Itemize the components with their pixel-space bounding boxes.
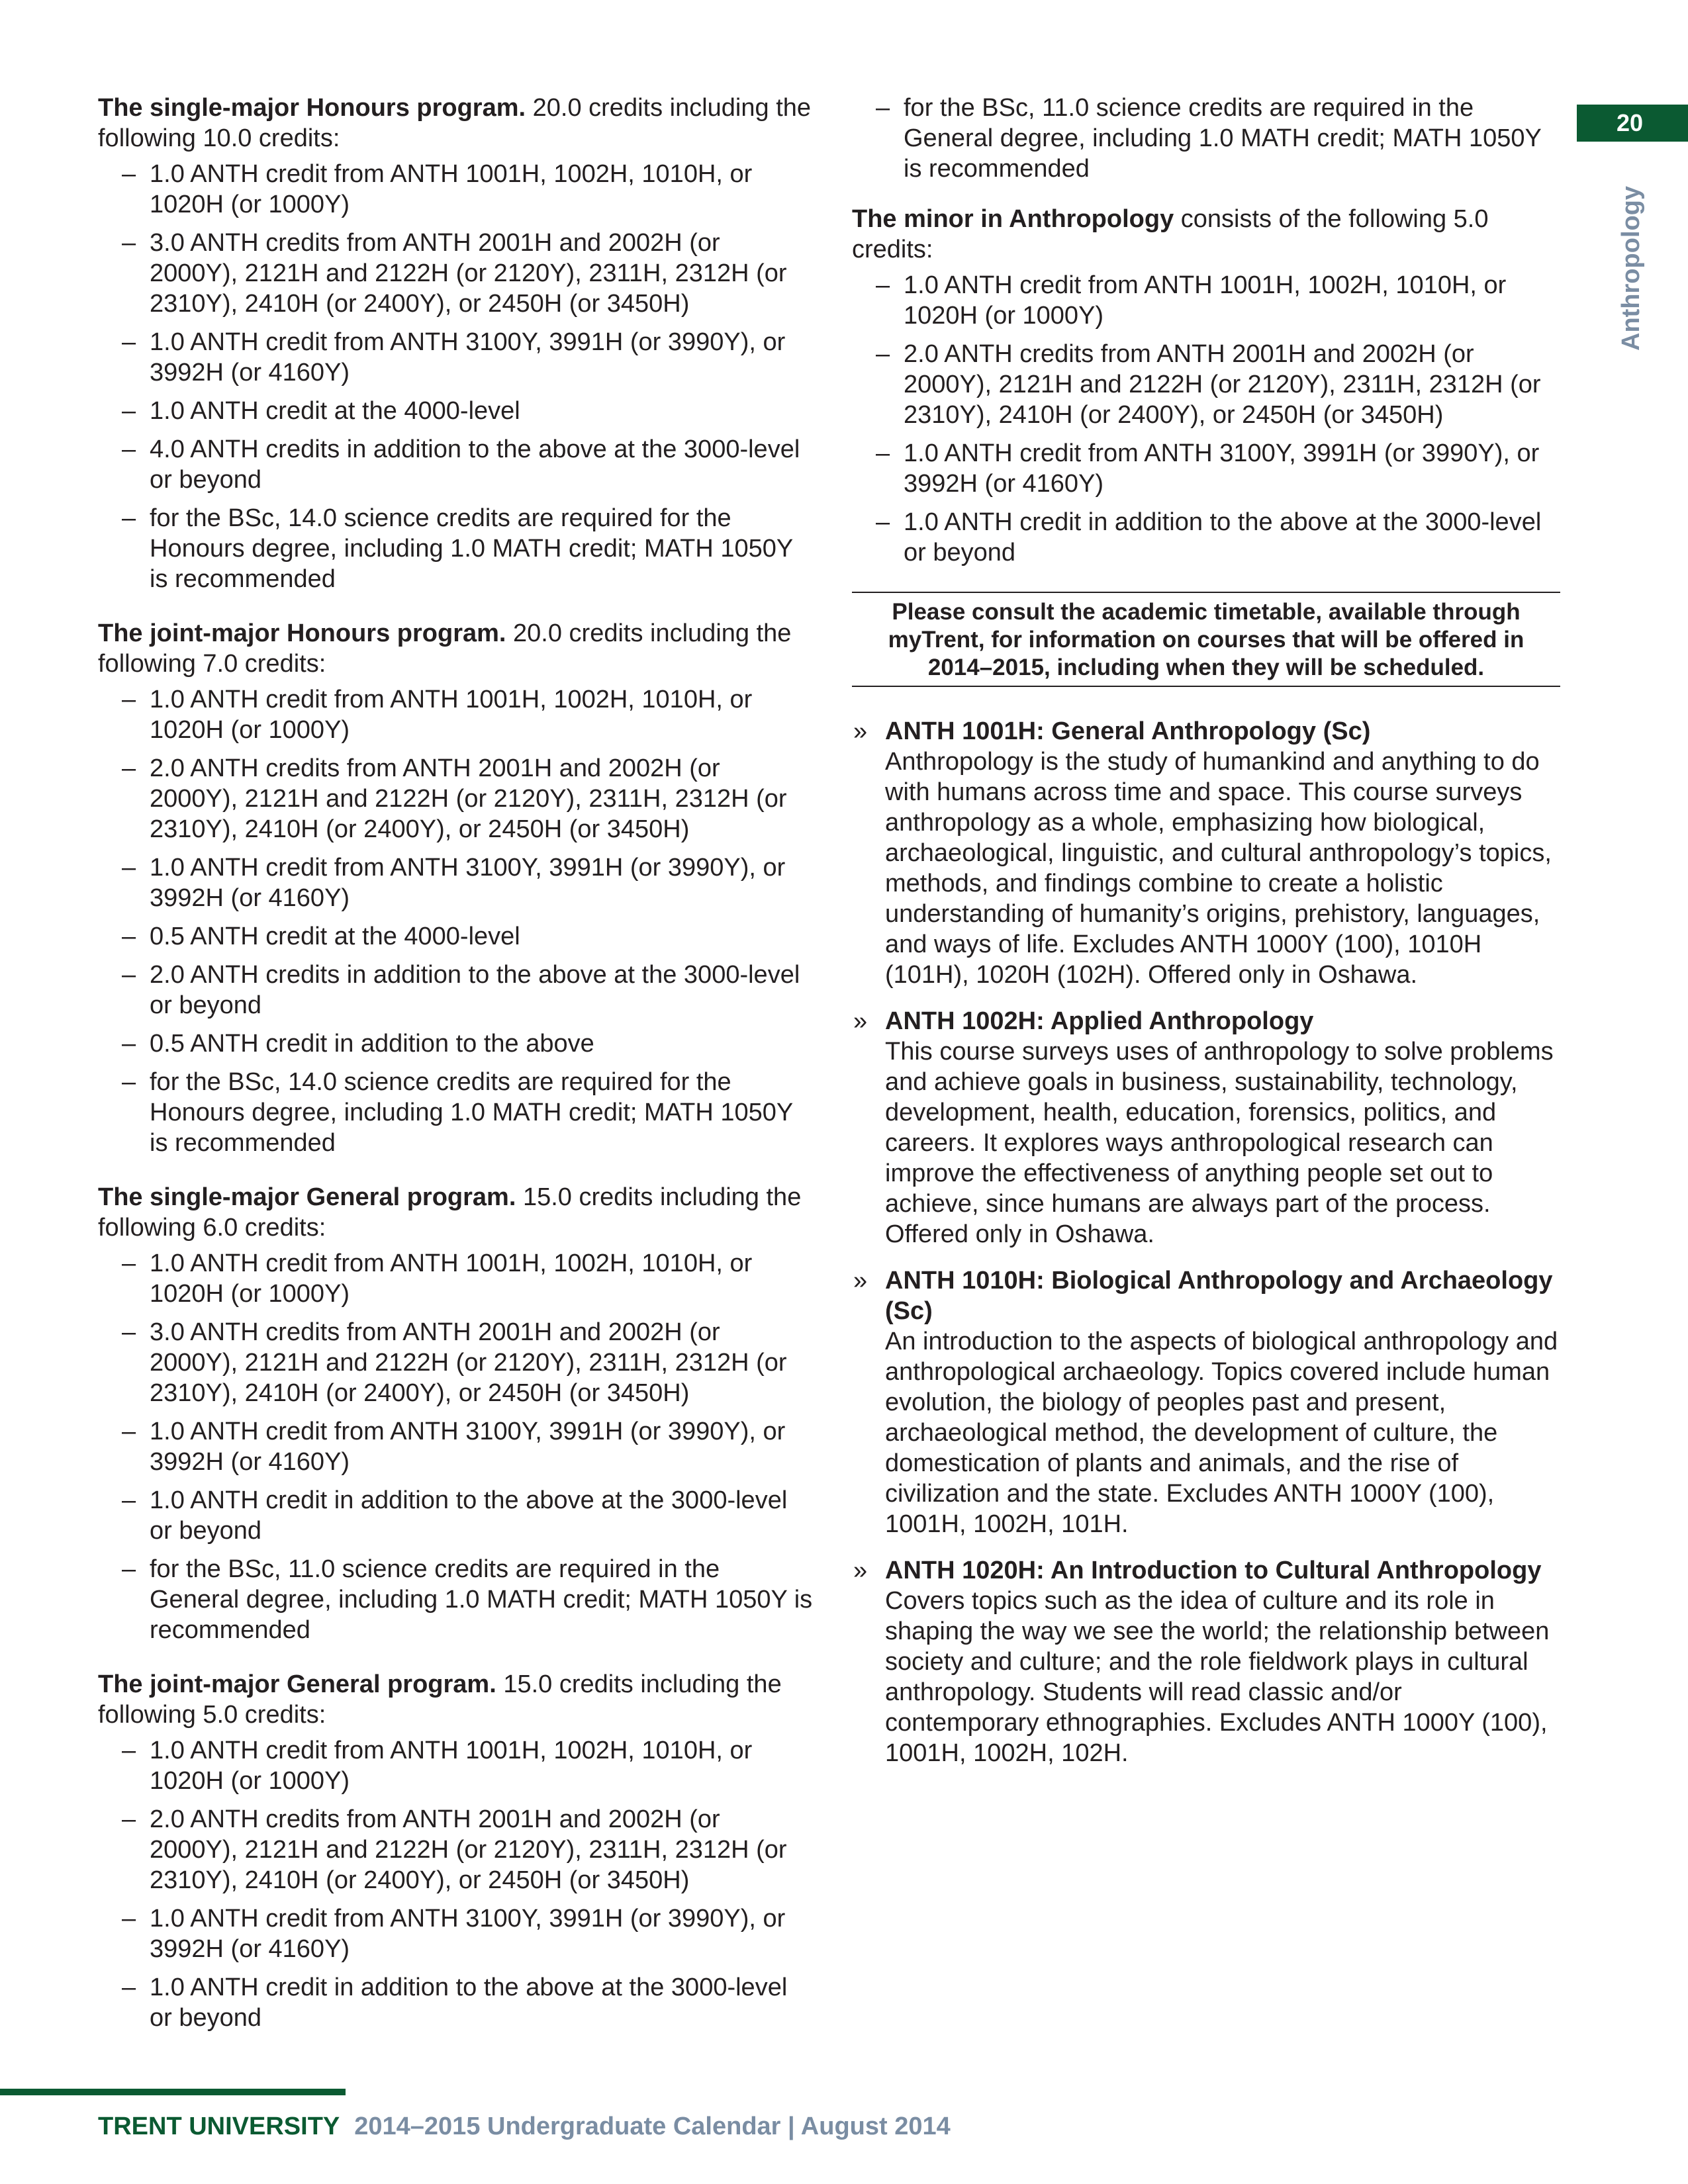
requirement-item: – 1.0 ANTH credit from ANTH 1001H, 1002H, 1010H, or 1020H (or 1000Y) xyxy=(852,270,1560,331)
course-title: ANTH 1020H: An Introduction to Cultural Anthropology xyxy=(885,1557,1542,1584)
course-entry xyxy=(852,1006,1560,1250)
requirement-item: – for the BSc, 11.0 science credits are required in the General degree, including 1.0 MATH credit; MATH 1050Y is recommended xyxy=(98,1554,813,1645)
requirement-item: – for the BSc, 14.0 science credits are required for the Honours degree, including 1.0 MATH credit; MATH 1050Y is recommended xyxy=(98,503,813,594)
program-intro: 20.0 credits including the following 7.0 credits: xyxy=(98,619,792,678)
requirement-item: – 1.0 ANTH credit from ANTH 1001H, 1002H, 1010H, or 1020H (or 1000Y) xyxy=(98,1735,813,1796)
requirement-item: – 1.0 ANTH credit from ANTH 1001H, 1002H, 1010H, or 1020H (or 1000Y) xyxy=(98,684,813,745)
course-title: ANTH 1002H: Applied Anthropology xyxy=(885,1007,1314,1035)
program-heading xyxy=(98,1182,813,1243)
minor-intro: consists of the following 5.0 credits: xyxy=(852,205,1489,263)
course-description: This course surveys uses of anthropology to solve problems and achieve goals in business, sustainability, technology, development, health, education, forensics, politics, and careers. It explores ways anthropological research can improve the effectiveness of anything people set out to achieve, since humans are always part of the process. Offered only in Oshawa. xyxy=(885,1038,1554,1248)
program-block xyxy=(98,93,813,594)
bullet-icon: » xyxy=(853,1267,868,1295)
course-description: An introduction to the aspects of biological anthropology and anthropological archaeology. Topics covered include human evolution, the biology of peoples past and present, archaeological method, the development of culture, the domestication of plants and animals, and the rise of civilization and the state. Excludes ANTH 1000Y (100), 1001H, 1002H, 101H. xyxy=(885,1328,1558,1538)
page-number: 20 xyxy=(1577,105,1688,142)
course-description: Anthropology is the study of humankind and anything to do with humans across time and space. This course surveys anthropology as a whole, emphasizing how biological, archaeological, linguistic, and cultural anthropology’s topics, methods, and findings combine to create a holistic understanding of humanity’s origins, prehistory, languages, and ways of life. Excludes ANTH 1000Y (100), 1010H (101H), 1020H (102H). Offered only in Oshawa. xyxy=(885,748,1552,989)
requirement-list xyxy=(98,1248,813,1645)
requirement-item: – 3.0 ANTH credits from ANTH 2001H and 2002H (or 2000Y), 2121H and 2122H (or 2120Y), 2311H, 2312H (or 2310Y), 2410H (or 2400Y), or 2450H (or 3450H) xyxy=(98,1317,813,1408)
requirement-item: – 0.5 ANTH credit at the 4000-level xyxy=(98,921,813,952)
requirement-item: – 2.0 ANTH credits in addition to the above at the 3000-level or beyond xyxy=(98,960,813,1021)
requirement-item: – for the BSc, 11.0 science credits are required in the General degree, including 1.0 MATH credit; MATH 1050Y is recommended xyxy=(852,93,1560,184)
minor-title: The minor in Anthropology xyxy=(852,205,1174,233)
requirement-list xyxy=(852,270,1560,568)
continued-requirement-list xyxy=(852,93,1560,184)
requirement-item: – 2.0 ANTH credits from ANTH 2001H and 2002H (or 2000Y), 2121H and 2122H (or 2120Y), 2311H, 2312H (or 2310Y), 2410H (or 2400Y), or 2450H (or 3450H) xyxy=(98,1804,813,1895)
course-entry xyxy=(852,1265,1560,1539)
requirement-item: – 1.0 ANTH credit from ANTH 3100Y, 3991H (or 3990Y), or 3992H (or 4160Y) xyxy=(98,327,813,388)
footer xyxy=(98,2113,951,2141)
requirement-item: – for the BSc, 14.0 science credits are required for the Honours degree, including 1.0 MATH credit; MATH 1050Y is recommended xyxy=(98,1067,813,1158)
program-block xyxy=(98,1182,813,1645)
requirement-list xyxy=(98,684,813,1158)
course-title: ANTH 1001H: General Anthropology (Sc) xyxy=(885,717,1371,745)
program-title: The single-major Honours program. xyxy=(98,94,526,122)
footer-calendar: 2014–2015 Undergraduate Calendar | August 2014 xyxy=(354,2113,951,2140)
requirement-list xyxy=(98,159,813,594)
course-description: Covers topics such as the idea of culture and its role in shaping the way we see the world; the relationship between society and culture; and the role fieldwork plays in cultural anthropology. Students will read classic and/or contemporary ethnographies. Excludes ANTH 1000Y (100), 1001H, 1002H, 102H. xyxy=(885,1587,1550,1767)
program-heading xyxy=(98,1669,813,1730)
requirement-item: – 1.0 ANTH credit from ANTH 3100Y, 3991H (or 3990Y), or 3992H (or 4160Y) xyxy=(98,1903,813,1964)
requirement-item: – 0.5 ANTH credit in addition to the above xyxy=(98,1028,813,1059)
minor-block xyxy=(852,204,1560,568)
requirement-item: – 1.0 ANTH credit from ANTH 3100Y, 3991H (or 3990Y), or 3992H (or 4160Y) xyxy=(852,438,1560,499)
program-intro: 15.0 credits including the following 5.0 credits: xyxy=(98,1670,782,1729)
footer-rule xyxy=(0,2089,346,2095)
program-heading xyxy=(98,618,813,679)
requirement-item: – 2.0 ANTH credits from ANTH 2001H and 2002H (or 2000Y), 2121H and 2122H (or 2120Y), 2311H, 2312H (or 2310Y), 2410H (or 2400Y), or 2450H (or 3450H) xyxy=(98,753,813,844)
requirement-item: – 3.0 ANTH credits from ANTH 2001H and 2002H (or 2000Y), 2121H and 2122H (or 2120Y), 2311H, 2312H (or 2310Y), 2410H (or 2400Y), or 2450H (or 3450H) xyxy=(98,228,813,319)
footer-university: TRENT UNIVERSITY xyxy=(98,2113,340,2140)
requirement-item: – 2.0 ANTH credits from ANTH 2001H and 2002H (or 2000Y), 2121H and 2122H (or 2120Y), 2311H, 2312H (or 2310Y), 2410H (or 2400Y), or 2450H (or 3450H) xyxy=(852,339,1560,430)
program-block xyxy=(98,618,813,1158)
bullet-icon: » xyxy=(853,1557,868,1584)
requirement-item: – 1.0 ANTH credit in addition to the above at the 3000-level or beyond xyxy=(98,1485,813,1546)
timetable-notice: Please consult the academic timetable, available through myTrent, for information on courses that will be offered in 2014–2015, including when they will be scheduled. xyxy=(852,592,1560,687)
program-intro: 15.0 credits including the following 6.0 credits: xyxy=(98,1183,802,1242)
section-label: Anthropology xyxy=(1617,185,1645,351)
bullet-icon: » xyxy=(853,1007,868,1035)
requirement-item: – 1.0 ANTH credit in addition to the above at the 3000-level or beyond xyxy=(98,1972,813,2033)
program-block xyxy=(98,1669,813,2033)
requirement-item: – 1.0 ANTH credit from ANTH 3100Y, 3991H (or 3990Y), or 3992H (or 4160Y) xyxy=(98,1416,813,1477)
program-heading xyxy=(98,93,813,154)
requirement-item: – 4.0 ANTH credits in addition to the above at the 3000-level or beyond xyxy=(98,434,813,495)
program-intro: 20.0 credits including the following 10.0 credits: xyxy=(98,94,812,152)
program-title: The joint-major Honours program. xyxy=(98,619,506,647)
requirement-list xyxy=(98,1735,813,2033)
left-column xyxy=(98,93,813,2057)
requirement-item: – 1.0 ANTH credit from ANTH 1001H, 1002H, 1010H, or 1020H (or 1000Y) xyxy=(98,1248,813,1309)
course-title: ANTH 1010H: Biological Anthropology and Archaeology (Sc) xyxy=(885,1267,1553,1325)
bullet-icon: » xyxy=(853,717,868,745)
course-entry xyxy=(852,1555,1560,1768)
right-column xyxy=(852,93,1560,1784)
course-entry xyxy=(852,716,1560,990)
requirement-item: – 1.0 ANTH credit in addition to the above at the 3000-level or beyond xyxy=(852,507,1560,568)
program-title: The single-major General program. xyxy=(98,1183,516,1211)
requirement-item: – 1.0 ANTH credit from ANTH 3100Y, 3991H (or 3990Y), or 3992H (or 4160Y) xyxy=(98,852,813,913)
requirement-item: – 1.0 ANTH credit from ANTH 1001H, 1002H, 1010H, or 1020H (or 1000Y) xyxy=(98,159,813,220)
requirement-item: – 1.0 ANTH credit at the 4000-level xyxy=(98,396,813,426)
minor-heading xyxy=(852,204,1560,265)
program-title: The joint-major General program. xyxy=(98,1670,496,1698)
